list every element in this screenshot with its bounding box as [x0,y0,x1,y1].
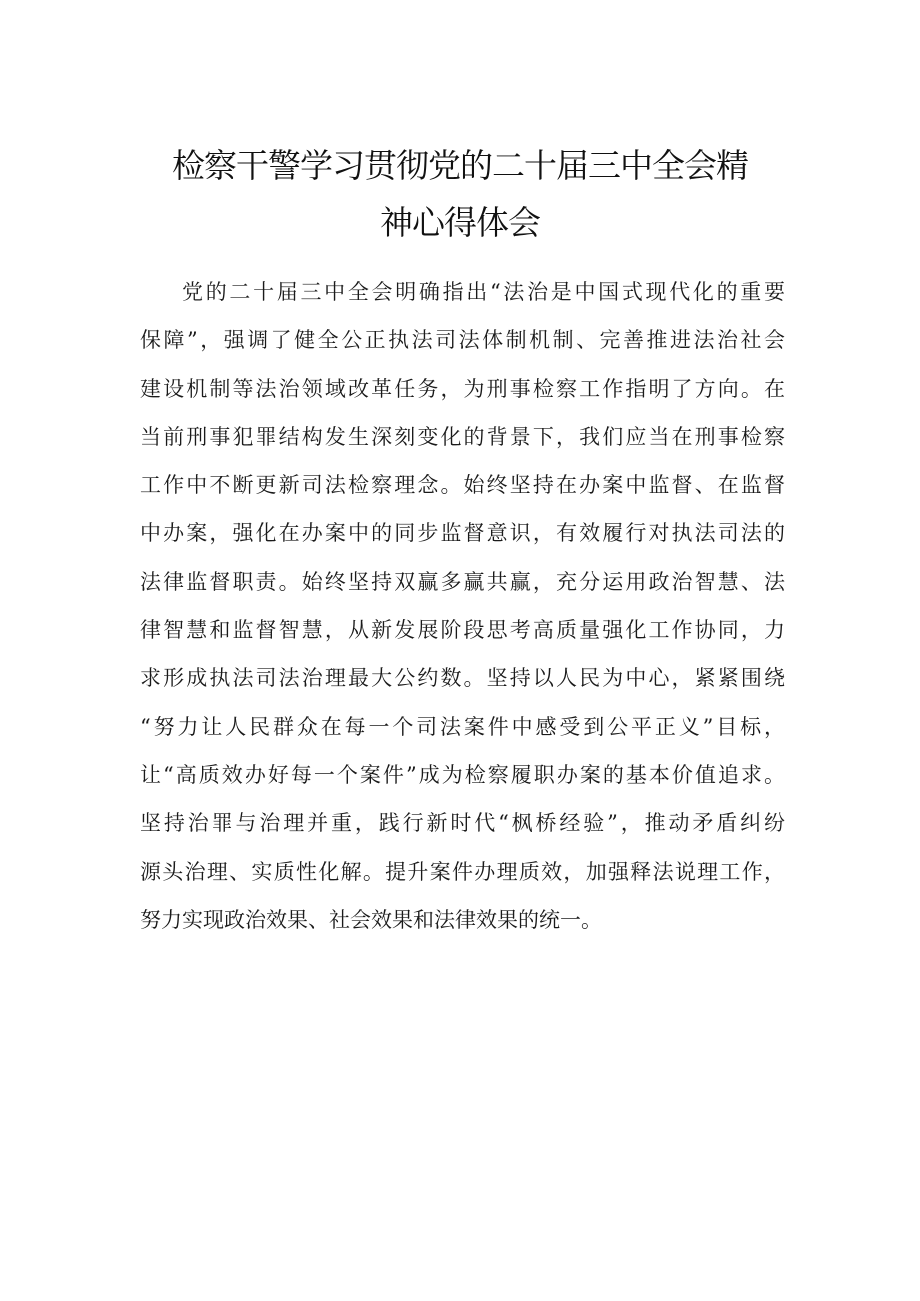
paragraph-line: 党的二十届三中全会明确指出“法治是中国式现代化的重要 [182,280,785,304]
paragraph-line: 法律监督职责。始终坚持双赢多赢共赢，充分运用政治智慧、法 [140,569,785,594]
paragraph-line: 努力实现政治效果、社会效果和法律效果的统一。 [140,907,602,932]
paragraph-line: “努力让人民群众在每一个司法案件中感受到公平正义”目标， [140,714,785,739]
document-title-line-2: 神心得体会 [380,203,540,242]
body-paragraph [140,268,785,944]
paragraph-line: 律智慧和监督智慧，从新发展阶段思考高质量强化工作协同，力 [140,618,785,643]
paragraph-line: 保障”，强调了健全公正执法司法体制机制、完善推进法治社会 [140,328,785,353]
document-title-line-1: 检察干警学习贯彻党的二十届三中全会精 [172,146,748,185]
paragraph-line: 当前刑事犯罪结构发生深刻变化的背景下，我们应当在刑事检察 [140,424,785,449]
paragraph-line: 求形成执法司法治理最大公约数。坚持以人民为中心，紧紧围绕 [140,666,785,691]
paragraph-line: 源头治理、实质性化解。提升案件办理质效，加强释法说理工作， [140,859,785,884]
paragraph-line: 工作中不断更新司法检察理念。始终坚持在办案中监督、在监督 [140,473,785,498]
paragraph-line: 建设机制等法治领域改革任务，为刑事检察工作指明了方向。在 [140,376,785,401]
paragraph-line: 让“高质效办好每一个案件”成为检察履职办案的基本价值追求。 [140,762,785,787]
paragraph-line: 坚持治罪与治理并重，践行新时代“枫桥经验”，推动矛盾纠纷 [140,811,785,836]
paragraph-line: 中办案，强化在办案中的同步监督意识，有效履行对执法司法的 [140,521,785,546]
